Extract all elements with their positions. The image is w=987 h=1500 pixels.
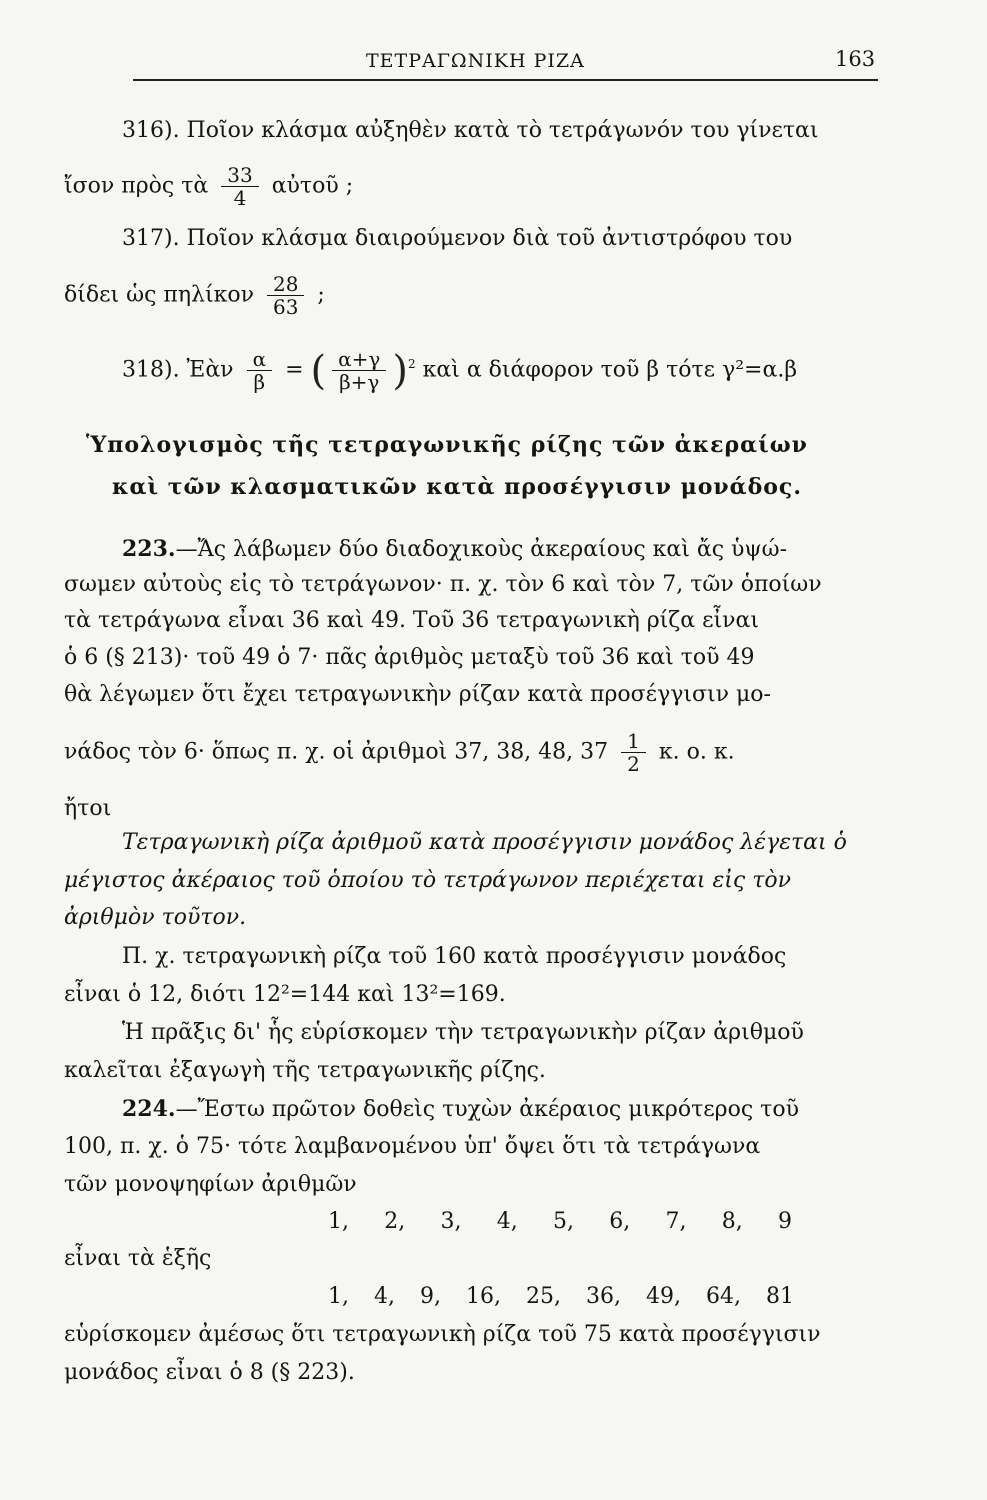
exercise-317-line-2 <box>64 273 325 318</box>
definition-line-2: μέγιστος ἀκέραιος τοῦ ὁποίου τὸ τετράγωνον περιέχεται εἰς τὸν <box>64 868 792 893</box>
fraction-numerator: 28 <box>267 273 304 296</box>
digit: 7, <box>665 1209 687 1234</box>
section-224-line-3: τῶν μονοψηφίων ἀριθμῶν <box>64 1172 357 1197</box>
section-223-text: νάδος τὸν 6· ὅπως π. χ. οἱ ἀριθμοὶ 37, 38, 48, 37 <box>64 739 609 765</box>
left-paren: ( <box>310 347 327 394</box>
square: 25, <box>526 1284 561 1309</box>
section-number: 224. <box>122 1096 176 1122</box>
fraction-denominator: 4 <box>233 186 247 210</box>
exercise-318-text: 318). Ἐὰν <box>122 357 234 383</box>
fraction-numerator: 33 <box>221 164 258 187</box>
exercise-316-line-2 <box>64 164 353 209</box>
exercise-318-tail: καὶ α διάφορον τοῦ β τότε γ²=α.β <box>422 357 798 383</box>
definition-line-1: Τετραγωνικὴ ρίζα ἀριθμοῦ κατὰ προσέγγισιν μονάδος λέγεται ὁ <box>122 830 847 855</box>
fraction-1-2 <box>621 730 646 775</box>
exercise-316-text: ἴσον πρὸς τὰ <box>64 173 209 199</box>
digit: 5, <box>553 1209 574 1234</box>
section-224-line-6: μονάδος εἶναι ὁ 8 (§ 223). <box>64 1360 355 1385</box>
fraction-denominator: 63 <box>272 295 299 319</box>
section-223-line-5: θὰ λέγωμεν ὅτι ἔχει τετραγωνικὴν ρίζαν κατὰ προσέγγισιν μο- <box>64 682 771 707</box>
section-223-line-6 <box>64 730 735 775</box>
example-line-2: εἶναι ὁ 12, διότι 12²=144 καὶ 13²=169. <box>64 982 506 1007</box>
section-heading-line-1: Ὑπολογισμὸς τῆς τετραγωνικῆς ρίζης τῶν ἀκεραίων <box>86 432 808 458</box>
example-line-1: Π. χ. τετραγωνικὴ ρίζα τοῦ 160 κατὰ προσέγγισιν μονάδος <box>122 944 787 969</box>
digit: 4, <box>496 1209 518 1234</box>
section-223-tail: κ. ο. κ. <box>658 739 735 765</box>
fraction-numerator: α+γ <box>332 348 386 371</box>
digit: 1, <box>328 1209 349 1234</box>
page-number: 163 <box>835 47 876 71</box>
section-number: 223. <box>122 536 176 562</box>
running-header-title: ΤΕΤΡΑΓΩΝΙΚΗ ΡΙΖΑ <box>366 50 585 72</box>
section-224-line-1 <box>122 1096 799 1123</box>
section-223-line-7: ἤτοι <box>64 796 112 821</box>
section-224-line-2: 100, π. χ. ὁ 75· τότε λαμβανομένου ὑπ' ὄψει ὅτι τὰ τετράγωνα <box>64 1134 761 1159</box>
fraction-denominator: β+γ <box>339 370 380 394</box>
exercise-316-line-1: 316). Ποῖον κλάσμα αὐξηθὲν κατὰ τὸ τετράγωνόν του γίνεται <box>122 118 819 143</box>
digit: 2, <box>384 1209 406 1234</box>
exercise-317-tail: ; <box>317 282 325 308</box>
square: 4, <box>374 1284 395 1309</box>
section-224-line-5: εὑρίσκομεν ἀμέσως ὅτι τετραγωνικὴ ρίζα τοῦ 75 κατὰ προσέγγισιν <box>64 1322 821 1347</box>
digit: 9 <box>778 1209 792 1234</box>
digit: 8, <box>721 1209 743 1234</box>
square: 81 <box>766 1284 794 1309</box>
example-line-3: Ἡ πρᾶξις δι' ἧς εὑρίσκομεν τὴν τετραγωνικὴν ρίζαν ἀριθμοῦ <box>122 1020 804 1045</box>
exponent: 2 <box>407 357 416 372</box>
section-heading-line-2: καὶ τῶν κλασματικῶν κατὰ προσέγγισιν μονάδος. <box>112 474 802 500</box>
square: 1, <box>328 1284 349 1309</box>
square: 16, <box>466 1284 501 1309</box>
right-paren: ) <box>392 347 408 394</box>
square: 49, <box>646 1284 681 1309</box>
square: 64, <box>706 1284 741 1309</box>
exercise-317-line-1: 317). Ποῖον κλάσμα διαιρούμενον διὰ τοῦ ἀντιστρόφου του <box>122 226 793 251</box>
section-223-text: —Ἄς λάβωμεν δύο διαδοχικοὺς ἀκεραίους καὶ ἄς ὑψώ- <box>175 537 788 562</box>
exercise-317-text: δίδει ὡς πηλίκον <box>64 282 254 308</box>
exercise-316-tail: αὐτοῦ ; <box>271 173 354 199</box>
section-223-line-4: ὁ 6 (§ 213)· τοῦ 49 ὁ 7· πᾶς ἀριθμὸς μεταξὺ τοῦ 36 καὶ τοῦ 49 <box>64 645 755 670</box>
definition-line-3: ἀριθμὸν τοῦτον. <box>64 905 247 930</box>
square: 36, <box>586 1284 621 1309</box>
section-223-line-3: τὰ τετράγωνα εἶναι 36 καὶ 49. Τοῦ 36 τετραγωνικὴ ρίζα εἶναι <box>64 608 759 633</box>
fraction-28-63 <box>267 273 304 318</box>
digit: 3, <box>440 1209 462 1234</box>
section-223-line-1 <box>122 536 787 563</box>
fraction-alpha-gamma-beta-gamma <box>332 348 386 393</box>
squares-row <box>328 1284 794 1310</box>
equals-sign: = <box>285 357 304 383</box>
fraction-alpha-beta <box>247 348 273 393</box>
exercise-318-line <box>122 348 797 393</box>
fraction-33-4 <box>221 164 258 209</box>
section-223-line-2: σωμεν αὐτοὺς εἰς τὸ τετράγωνον· π. χ. τὸν 6 καὶ τὸν 7, τῶν ὁποίων <box>64 572 822 597</box>
section-224-line-4: εἶναι τὰ ἑξῆς <box>64 1246 212 1271</box>
fraction-denominator: 2 <box>627 752 640 776</box>
fraction-numerator: 1 <box>621 730 646 753</box>
header-rule <box>133 79 878 81</box>
fraction-numerator: α <box>247 348 273 371</box>
example-line-4: καλεῖται ἐξαγωγὴ τῆς τετραγωνικῆς ρίζης. <box>64 1058 546 1083</box>
fraction-denominator: β <box>253 370 266 394</box>
digit: 6, <box>609 1209 631 1234</box>
square: 9, <box>420 1284 441 1309</box>
digits-row <box>328 1209 792 1235</box>
section-224-text: —Ἔστω πρῶτον δοθεὶς τυχὼν ἀκέραιος μικρότερος τοῦ <box>175 1097 799 1122</box>
